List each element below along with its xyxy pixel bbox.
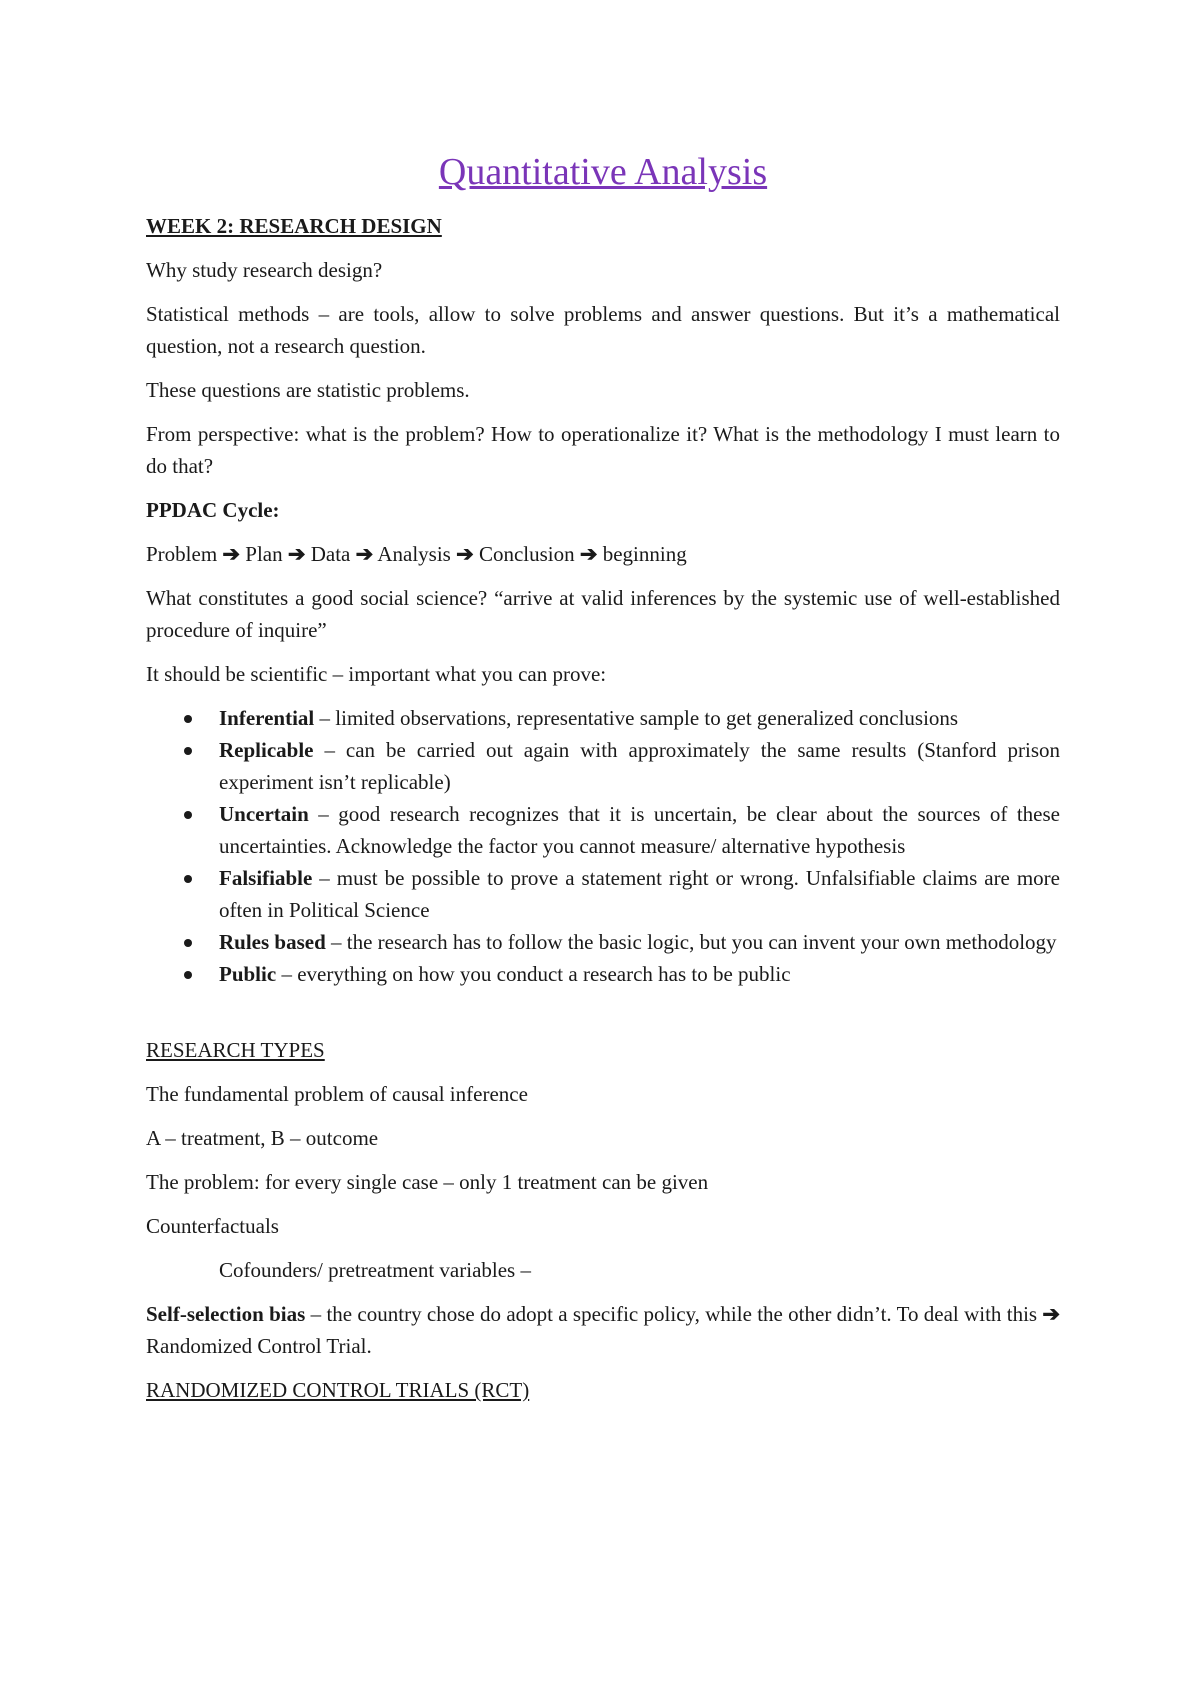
bullet-icon: [184, 811, 192, 819]
list-item-text: – everything on how you conduct a research has to be public: [276, 962, 791, 986]
list-item: [219, 798, 1060, 862]
document-title: Quantitative Analysis: [438, 151, 768, 193]
list-item: [219, 862, 1060, 926]
list-item-text: – must be possible to prove a statement right or wrong. Unfalsifiable claims are more often in Political Science: [219, 866, 1060, 922]
ppdac-cycle-line: [146, 538, 1060, 570]
spacer: [146, 1002, 1060, 1034]
arrow-icon: ➔: [222, 542, 241, 566]
ppdac-step: Conclusion: [478, 542, 575, 566]
arrow-icon: ➔: [456, 542, 474, 566]
ppdac-heading: PPDAC Cycle:: [146, 498, 280, 522]
list-item-text: – good research recognizes that it is uncertain, be clear about the sources of these uncertainties. Acknowledge the factor you cannot measure/ alternative hypothesis: [219, 802, 1060, 858]
why-question: Why study research design?: [146, 258, 383, 282]
list-item: [219, 734, 1060, 798]
ppdac-step: beginning: [602, 542, 687, 566]
scientific-paragraph: It should be scientific – important what you can prove:: [146, 662, 607, 686]
bullet-icon: [184, 939, 192, 947]
list-item-term: Uncertain: [219, 802, 309, 826]
bullet-icon: [184, 875, 192, 883]
stat-methods-paragraph: Statistical methods – are tools, allow to solve problems and answer questions. But it’s a mathematical question, not a research question.: [146, 302, 1060, 358]
self-selection-term: Self-selection bias: [146, 1302, 306, 1326]
ppdac-step: Analysis: [377, 542, 451, 566]
list-item: [219, 926, 1060, 958]
ppdac-step: Data: [310, 542, 351, 566]
ppdac-step: Problem: [146, 542, 218, 566]
bullet-icon: [184, 971, 192, 979]
counterfactuals-paragraph: Counterfactuals: [146, 1214, 279, 1238]
list-item-term: Replicable: [219, 738, 314, 762]
ppdac-step: Plan: [245, 542, 283, 566]
list-item: [219, 958, 1060, 990]
criteria-list: [146, 702, 1060, 990]
list-item-term: Falsifiable: [219, 866, 313, 890]
self-selection-text: – the country chose do adopt a specific policy, while the other didn’t. To deal with this: [305, 1302, 1043, 1326]
list-item-term: Public: [219, 962, 277, 986]
list-item-term: Inferential: [219, 706, 315, 730]
list-item-text: – the research has to follow the basic logic, but you can invent your own methodology: [325, 930, 1057, 954]
arrow-icon: ➔: [579, 542, 598, 566]
list-item-term: Rules based: [219, 930, 326, 954]
these-questions-paragraph: These questions are statistic problems.: [146, 378, 470, 402]
problem-paragraph: The problem: for every single case – only 1 treatment can be given: [146, 1170, 709, 1194]
arrow-icon: ➔: [355, 542, 374, 566]
bullet-icon: [184, 747, 192, 755]
good-science-paragraph: What constitutes a good social science? “arrive at valid inferences by the systemic use of well-established procedure of inquire”: [146, 586, 1060, 642]
list-item-text: – limited observations, representative sample to get generalized conclusions: [314, 706, 959, 730]
arrow-icon: ➔: [1042, 1302, 1060, 1326]
list-item-text: – can be carried out again with approximately the same results (Stanford prison experiment isn’t replicable): [219, 738, 1060, 794]
self-selection-end: Randomized Control Trial.: [146, 1334, 372, 1358]
week-heading: WEEK 2: RESEARCH DESIGN: [146, 214, 442, 238]
rct-heading: RANDOMIZED CONTROL TRIALS (RCT): [146, 1378, 530, 1402]
cofounders-paragraph: Cofounders/ pretreatment variables –: [219, 1258, 531, 1282]
perspective-paragraph: From perspective: what is the problem? How to operationalize it? What is the methodology I must learn to do that?: [146, 422, 1060, 478]
ab-paragraph: A – treatment, B – outcome: [146, 1126, 379, 1150]
research-types-heading: RESEARCH TYPES: [146, 1038, 325, 1062]
bullet-icon: [184, 715, 192, 723]
arrow-icon: ➔: [287, 542, 306, 566]
self-selection-paragraph: [146, 1298, 1060, 1362]
list-item: [219, 702, 1060, 734]
fundamental-paragraph: The fundamental problem of causal inference: [146, 1082, 528, 1106]
